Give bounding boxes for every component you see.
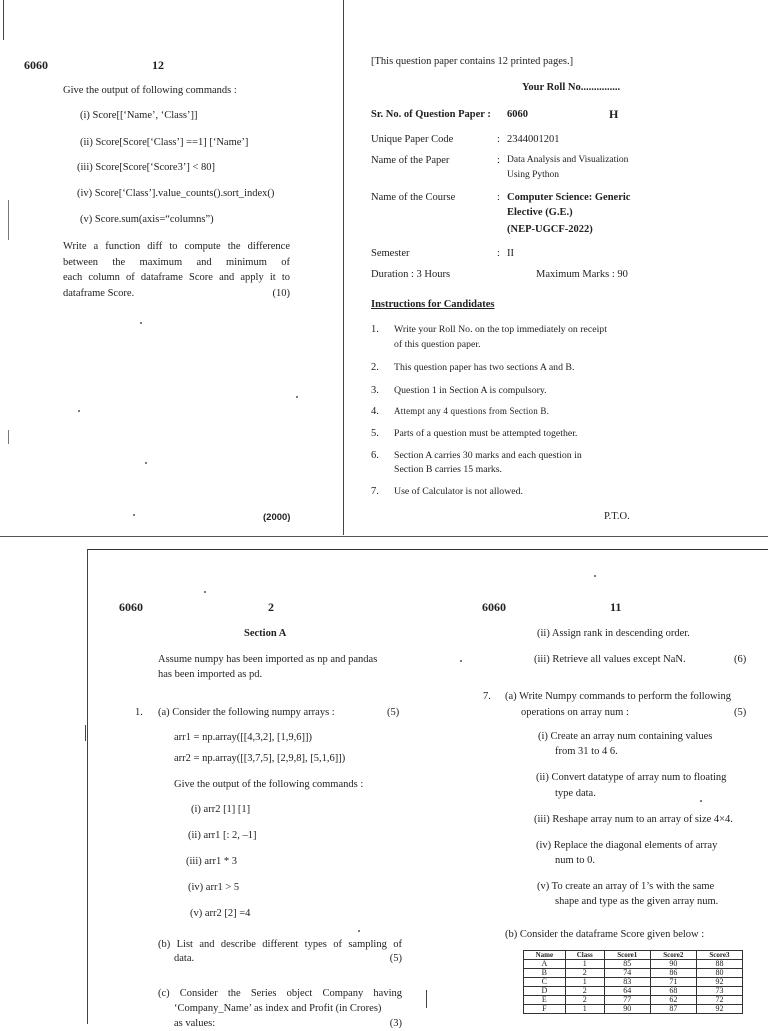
command-item: (iii) arr1 * 3 [186, 856, 238, 867]
page-number: 2 [268, 600, 274, 614]
table-cell: 2 [565, 969, 604, 978]
question-line: each column of dataframe Score and apply it to [63, 272, 290, 283]
assumption-line: has been imported as pd. [158, 669, 263, 680]
command-item: (ii) Score[Score[‘Class’] ==1] [‘Name’] [80, 137, 249, 148]
table-cell: 92 [696, 978, 742, 987]
page-edge-bottom-top [0, 536, 768, 537]
page-edge-left-top [3, 0, 4, 40]
instruction-text: Use of Calculator is not allowed. [394, 486, 523, 497]
instruction-number: 7. [371, 486, 379, 497]
table-cell: F [524, 1005, 566, 1014]
roll-number: Your Roll No............... [522, 82, 621, 93]
page-edge-left-bottom [87, 549, 88, 1024]
table-row [524, 987, 743, 996]
speck [358, 930, 360, 932]
assumption-line: Assume numpy has been imported as np and pandas [158, 654, 378, 665]
instruction-text: Section A carries 30 marks and each question in [394, 450, 582, 461]
sub-item: (iv) Replace the diagonal elements of array [536, 840, 718, 851]
table-cell: D [524, 987, 566, 996]
sub-item: (i) Create an array num containing values [538, 731, 713, 742]
question-text [63, 239, 290, 301]
max-marks: Maximum Marks : 90 [536, 269, 628, 280]
table-row [524, 978, 743, 987]
command-item: (v) arr2 [2] =4 [190, 908, 251, 919]
field-value: 2344001201 [507, 134, 560, 145]
question-part: (c) Consider the Series object Company having ‘Company_Name’ as index and Profit (in Crores) as values: (3) [158, 988, 402, 1029]
question-part: Give the output of the following commands : [174, 779, 364, 790]
field-label: Unique Paper Code [371, 134, 454, 145]
marks: (5) [389, 953, 402, 964]
scan-mark [426, 990, 427, 1008]
table-cell: 64 [604, 987, 650, 996]
duration: Duration : 3 Hours [371, 269, 451, 280]
field-colon: : [497, 134, 500, 145]
speck [78, 410, 80, 412]
sub-item: from 31 to 4 6. [555, 746, 618, 757]
marks: (5) [387, 707, 400, 718]
table-header-row [524, 951, 743, 960]
speck [460, 660, 462, 662]
speck [296, 396, 298, 398]
scan-mark [85, 725, 86, 741]
table-cell: E [524, 996, 566, 1005]
table-cell: 71 [650, 978, 696, 987]
sub-item: shape and type as the given array num. [555, 896, 719, 907]
command-item: (iv) arr1 > 5 [188, 882, 240, 893]
question-line: dataframe Score. (10) [63, 286, 290, 302]
page-number: 11 [610, 600, 622, 614]
marks: (5) [734, 707, 747, 718]
array-definition: arr1 = np.array([[4,3,2], [1,9,6]]) [174, 732, 312, 743]
speck [204, 591, 206, 593]
section-title: Section A [244, 628, 287, 639]
column-header: Score2 [650, 951, 696, 960]
table-cell: C [524, 978, 566, 987]
array-definition: arr2 = np.array([[3,7,5], [2,9,8], [5,1,6]]) [174, 753, 346, 764]
paper-set: H [609, 107, 619, 121]
field-value: Computer Science: Generic [507, 192, 631, 203]
table-cell: 86 [650, 969, 696, 978]
question-part: (a) Consider the following numpy arrays : [158, 707, 335, 718]
page-code: 6060 [24, 58, 48, 72]
instruction-number: 5. [371, 428, 379, 439]
speck [145, 462, 147, 464]
question-number: 7. [483, 691, 491, 702]
field-label: Name of the Paper [371, 155, 450, 166]
serial-label: Sr. No. of Question Paper : [371, 109, 491, 120]
question-part: operations on array num : [521, 707, 629, 718]
table-cell: B [524, 969, 566, 978]
table-cell: 80 [696, 969, 742, 978]
table-cell: 87 [650, 1005, 696, 1014]
command-item: (ii) arr1 [: 2, –1] [188, 830, 257, 841]
table-cell: 1 [565, 978, 604, 987]
table-cell: 83 [604, 978, 650, 987]
instruction-text: of this question paper. [394, 339, 481, 350]
instruction-text: Write your Roll No. on the top immediately on receipt [394, 324, 607, 335]
instruction-text: This question paper has two sections A and B. [394, 362, 575, 373]
scheme: (NEP-UGCF-2022) [507, 224, 593, 235]
field-value: Data Analysis and Visualization [507, 155, 629, 165]
field-colon: : [497, 248, 500, 259]
table-cell: 2 [565, 987, 604, 996]
command-item: (v) Score.sum(axis=“columns”) [80, 214, 214, 225]
table-cell: 1 [565, 1005, 604, 1014]
marks: (6) [734, 654, 747, 665]
question-intro: Give the output of following commands : [63, 85, 237, 96]
table-row [524, 996, 743, 1005]
printed-pages-note: [This question paper contains 12 printed pages.] [371, 56, 574, 67]
instructions-title: Instructions for Candidates [371, 299, 495, 310]
marks: (10) [272, 287, 290, 299]
instruction-text: Parts of a question must be attempted together. [394, 428, 578, 439]
instruction-number: 4. [371, 406, 379, 417]
table-cell: 73 [696, 987, 742, 996]
question-number: 1. [135, 707, 143, 718]
question-part: (b) Consider the dataframe Score given below : [505, 929, 705, 940]
question-part: (iii) Retrieve all values except NaN. [534, 654, 686, 665]
marks: (3) [389, 1018, 402, 1029]
table-cell: 2 [565, 996, 604, 1005]
speck [594, 575, 596, 577]
question-line: Write a function diff to compute the difference [63, 241, 290, 252]
table-row [524, 960, 743, 969]
sub-item: (iii) Reshape array num to an array of size 4×4. [534, 814, 733, 825]
field-label: Name of the Course [371, 192, 456, 203]
table-row [524, 1005, 743, 1014]
sub-item: (v) To create an array of 1’s with the same [537, 881, 715, 892]
speck [140, 322, 142, 324]
scan-mark [8, 200, 9, 240]
question-part: (b) List and describe different types of sampling of data. (5) [158, 939, 402, 964]
command-item: (i) Score[[‘Name’, ‘Class’]] [80, 110, 198, 121]
table-cell: 72 [696, 996, 742, 1005]
instruction-number: 3. [371, 385, 379, 396]
score-table [523, 950, 743, 1014]
print-count: (2000) [263, 512, 291, 523]
serial-value: 6060 [507, 109, 528, 120]
table-cell: 68 [650, 987, 696, 996]
instruction-number: 2. [371, 362, 379, 373]
table-cell: 92 [696, 1005, 742, 1014]
table-cell: 77 [604, 996, 650, 1005]
table-cell: 90 [650, 960, 696, 969]
sub-item: (ii) Convert datatype of array num to floating [536, 772, 727, 783]
column-header: Name [524, 951, 566, 960]
table-cell: 85 [604, 960, 650, 969]
page-code: 6060 [119, 600, 143, 614]
table-cell: 90 [604, 1005, 650, 1014]
speck [700, 800, 702, 802]
field-colon: : [497, 192, 500, 203]
page-edge-right-top [343, 0, 344, 535]
sub-item: num to 0. [555, 855, 595, 866]
page-edge-top-bottom [88, 549, 768, 550]
instruction-number: 6. [371, 450, 379, 461]
question-line: between the maximum and minimum of [63, 256, 290, 268]
column-header: Class [565, 951, 604, 960]
table-cell: 62 [650, 996, 696, 1005]
field-value: II [507, 248, 514, 259]
question-part: (a) Write Numpy commands to perform the following [505, 691, 731, 702]
sub-item: type data. [555, 788, 596, 799]
table-cell: A [524, 960, 566, 969]
field-value: Elective (G.E.) [507, 207, 573, 218]
instruction-text: Section B carries 15 marks. [394, 464, 503, 475]
command-item: (i) arr2 [1] [1] [191, 804, 251, 815]
field-value: Using Python [507, 170, 559, 180]
speck [133, 514, 135, 516]
column-header: Score1 [604, 951, 650, 960]
command-item: (iv) Score[‘Class’].value_counts().sort_index() [77, 188, 275, 199]
table-cell: 1 [565, 960, 604, 969]
scan-mark [8, 430, 9, 444]
page-number: 12 [152, 58, 164, 72]
instruction-text: Attempt any 4 questions from Section B. [394, 406, 550, 416]
instruction-number: 1. [371, 324, 379, 335]
command-item: (iii) Score[Score[‘Score3’] < 80] [77, 162, 215, 173]
pto-label: P.T.O. [604, 511, 630, 522]
instruction-text: Question 1 in Section A is compulsory. [394, 385, 547, 396]
table-cell: 88 [696, 960, 742, 969]
column-header: Score3 [696, 951, 742, 960]
field-label: Semester [371, 248, 410, 259]
field-colon: : [497, 155, 500, 166]
question-part: (ii) Assign rank in descending order. [537, 628, 690, 639]
table-row [524, 969, 743, 978]
table-cell: 74 [604, 969, 650, 978]
page-code: 6060 [482, 600, 506, 614]
